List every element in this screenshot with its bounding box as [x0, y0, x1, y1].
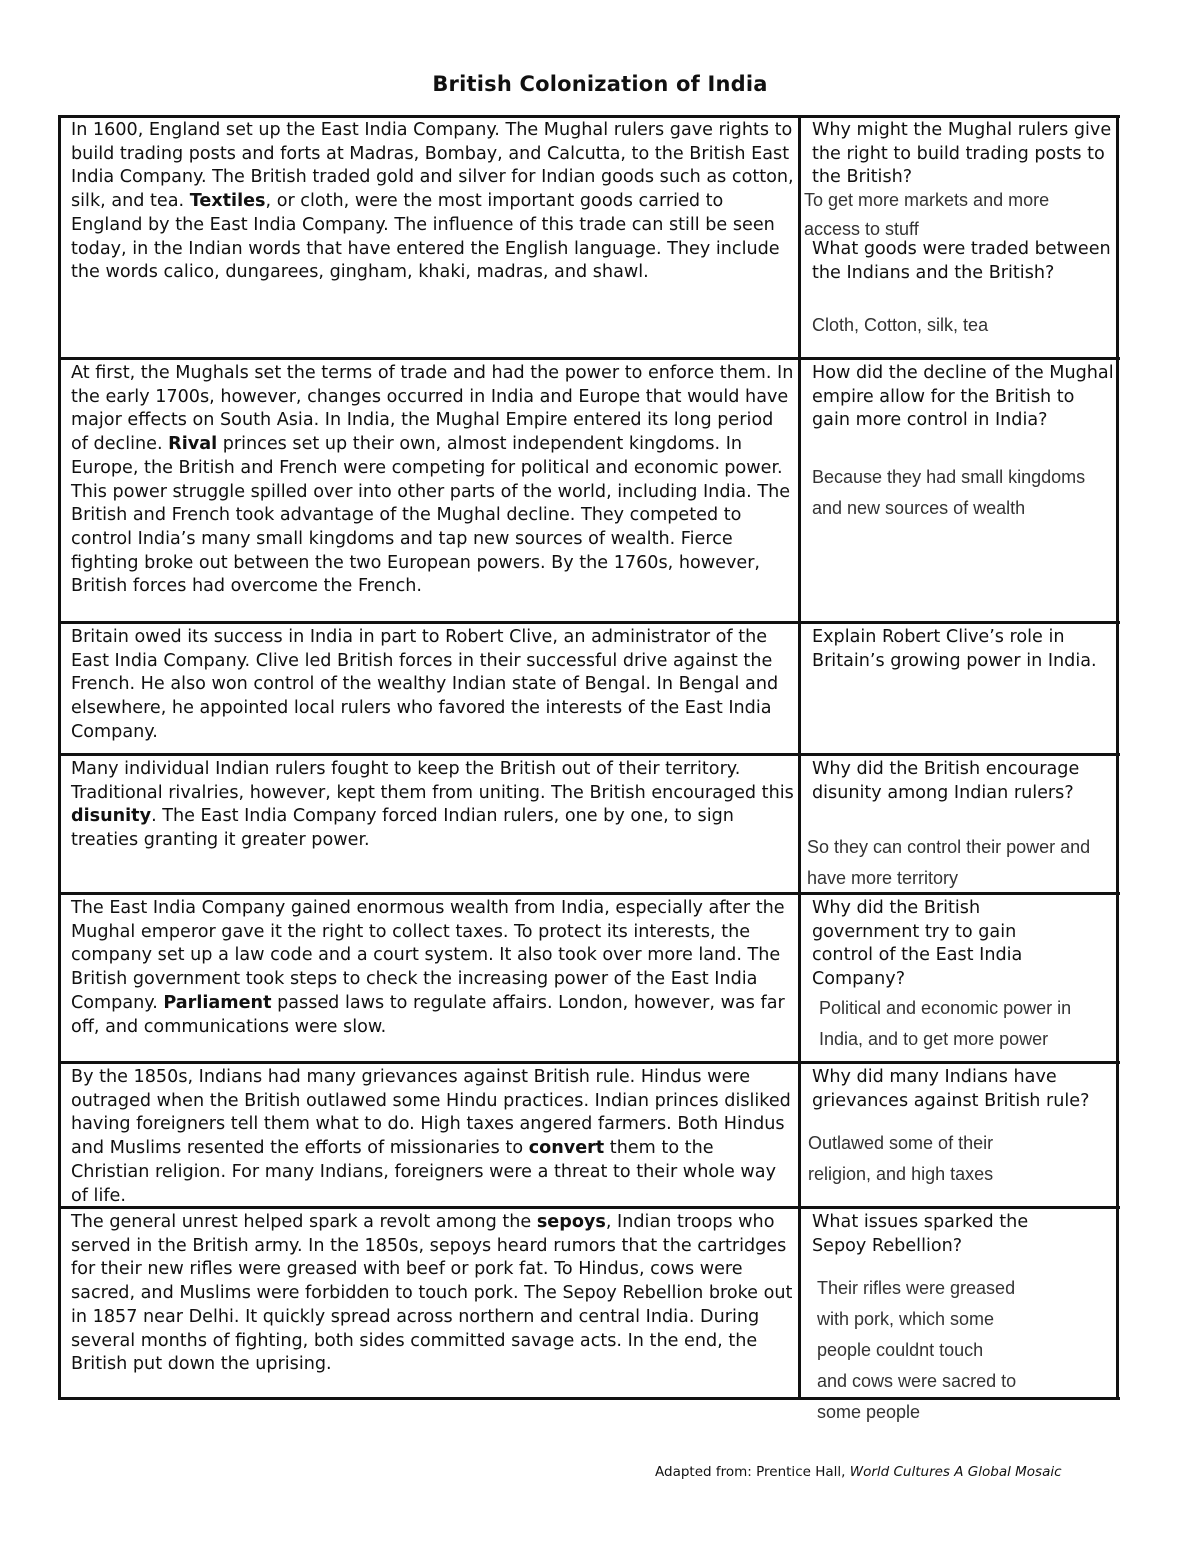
answer-text[interactable]: Because they had small kingdoms and new sources of wealth — [812, 467, 1086, 518]
answer-text[interactable]: Political and economic power in India, and to get more power — [819, 998, 1072, 1049]
source-citation: Adapted from: Prentice Hall, World Cultures A Global Mosaic — [655, 1464, 1062, 1480]
passage-paragraph: The general unrest helped spark a revolt among the sepoys, Indian troops who served in the British army. In the 1850s, sepoys heard rumors that the cartridges for their new rifles were greased with beef or pork fat. To Hindus, cows were sacred, and Muslims were forbidden to touch pork. The Sepoy Rebellion broke out in 1857 near Delhi. It quickly spread across northern and central India. During several months of fighting, both sides committed savage acts. In the end, the British put down the uprising. — [71, 1212, 793, 1375]
passage-paragraph: The East India Company gained enormous wealth from India, especially after the Mughal emperor gave it the right to collect taxes. To protect its interests, the company set up a law code and a court system. It also took over more land. The British government took steps to check the increasing power of the East India Company. Parliament passed laws to regulate affairs. London, however, was far off, and communications were slow. — [71, 898, 785, 1037]
question-text: Why did the British government try to gain control of the East India Company? — [812, 898, 1023, 990]
row-divider — [58, 753, 1120, 756]
row-divider — [58, 621, 1120, 624]
answer-text[interactable]: So they can control their power and have more territory — [807, 837, 1091, 888]
row-divider — [58, 1061, 1120, 1064]
table-border-top — [58, 115, 1120, 118]
passage-paragraph: Many individual Indian rulers fought to keep the British out of their territory. Traditional rivalries, however, kept them from uniting. The British encouraged this disunity. The East India Company forced Indian rulers, one by one, to sign treaties granting it greater power. — [71, 759, 794, 851]
question-text: Why might the Mughal rulers give the right to build trading posts to the British? — [812, 120, 1112, 188]
question-text: How did the decline of the Mughal empire allow for the British to gain more control in India? — [812, 363, 1114, 431]
column-divider — [798, 115, 801, 1400]
question-text: Explain Robert Clive’s role in Britain’s growing power in India. — [812, 627, 1097, 671]
passage-paragraph: Britain owed its success in India in part to Robert Clive, an administrator of the East India Company. Clive led British forces in their successful drive against the French. He also won control of the wealthy Indian state of Bengal. In Bengal and elsewhere, he appointed local rulers who favored the interests of the East India Company. — [71, 627, 779, 742]
answer-text[interactable]: Outlawed some of their religion, and high taxes — [808, 1133, 994, 1184]
passage-paragraph: In 1600, England set up the East India Company. The Mughal rulers gave rights to build trading posts and forts at Madras, Bombay, and Calcutta, to the British East India Company. The British traded gold and silver for Indian goods such as cotton, silk, and tea. Textiles, or cloth, were the most important goods carried to England by the East India Company. The influence of this trade can still be seen today, in the Indian words that have entered the English language. They include the words calico, dungarees, gingham, khaki, madras, and shawl. — [71, 120, 794, 283]
question-text: Why did the British encourage disunity among Indian rulers? — [812, 759, 1080, 803]
answer-text[interactable]: Cloth, Cotton, silk, tea — [812, 315, 989, 335]
answer-text[interactable]: To get more markets and more access to stuff — [804, 190, 1050, 239]
answer-text[interactable]: Their rifles were greased with pork, which some people couldnt touch and cows were sacred to some people — [817, 1278, 1017, 1422]
passage-paragraph: By the 1850s, Indians had many grievances against British rule. Hindus were outraged when the British outlawed some Hindu practices. Indian princes disliked having foreigners tell them what to do. High taxes angered farmers. Both Hindus and Muslims resented the efforts of missionaries to convert them to the Christian religion. For many Indians, foreigners were a threat to their whole way of life. — [71, 1067, 791, 1206]
table-border-left — [58, 357, 61, 1400]
question-text: Why did many Indians have grievances against British rule? — [812, 1067, 1090, 1111]
passage-paragraph: At first, the Mughals set the terms of trade and had the power to enforce them. In the early 1700s, however, changes occurred in India and Europe that would have major effects on South Asia. In India, the Mughal Empire entered its long period of decline. Rival princes set up their own, almost independent kingdoms. In Europe, the British and French were competing for political and economic power. This power struggle spilled over into other parts of the world, including India. The British and French took advantage of the Mughal decline. They competed to control India’s many small kingdoms and tap new sources of wealth. Fierce fighting broke out between the two European powers. By the 1760s, however, British forces had overcome the French. — [71, 363, 794, 597]
row-divider — [58, 357, 1120, 360]
question-text: What issues sparked the Sepoy Rebellion? — [812, 1212, 1029, 1256]
table-border-right — [1116, 115, 1119, 1400]
page-title: British Colonization of India — [432, 72, 768, 96]
question-text: What goods were traded between the Indians and the British? — [812, 239, 1111, 283]
